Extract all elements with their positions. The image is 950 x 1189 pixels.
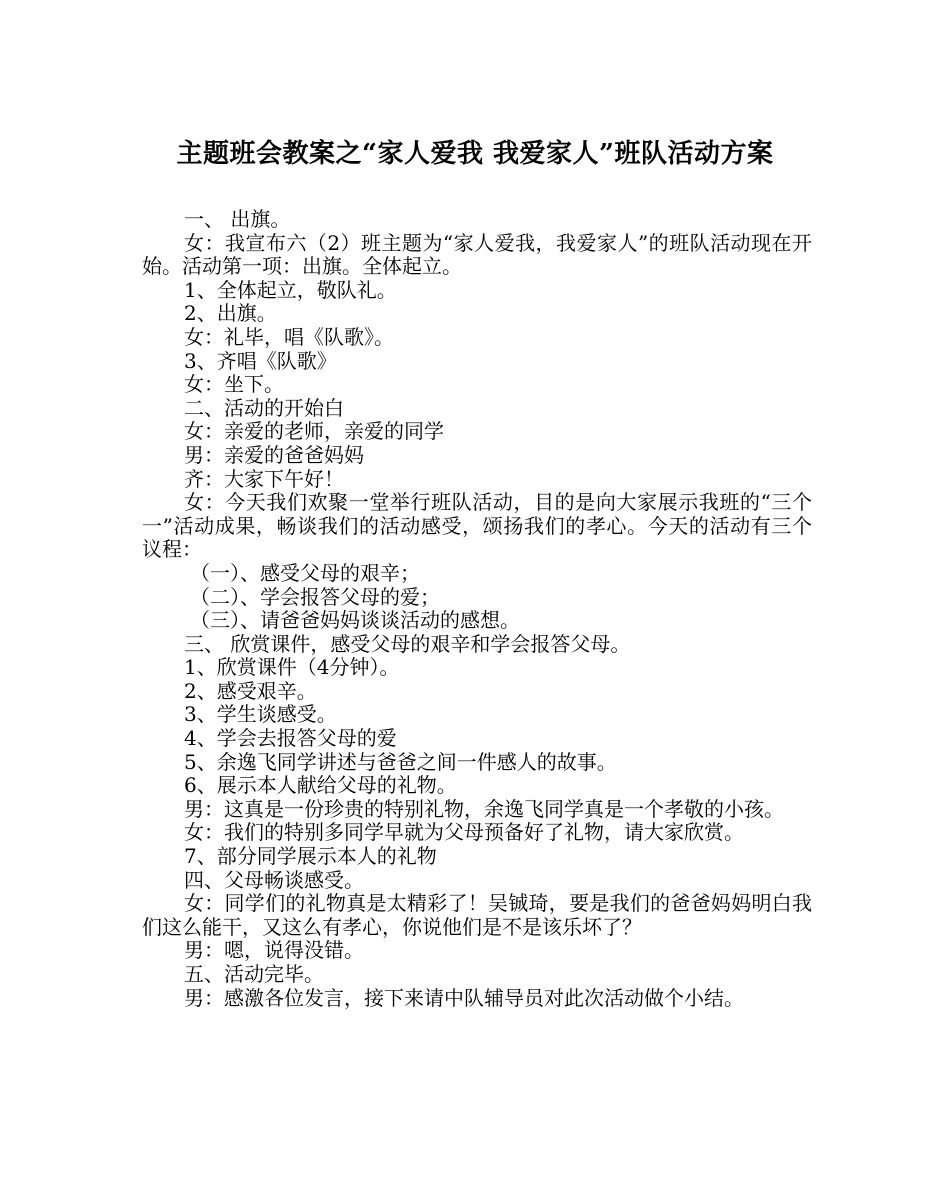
document-body bbox=[142, 208, 812, 1010]
paragraph: 二、活动的开始白 bbox=[184, 395, 344, 420]
paragraph: 齐：大家下午好！ bbox=[184, 466, 344, 491]
paragraph: 男：感激各位发言，接下来请中队辅导员对此次活动做个小结。 bbox=[184, 985, 744, 1010]
paragraph: 五、活动完毕。 bbox=[184, 962, 324, 986]
paragraph: 女：坐下。 bbox=[184, 372, 284, 397]
paragraph: 一、 出旗。 bbox=[184, 207, 291, 231]
paragraph: （一）、感受父母的艰辛； bbox=[190, 560, 420, 585]
paragraph: 6、展示本人献给父母的礼物。 bbox=[184, 773, 457, 798]
paragraph: 4、学会去报答父母的爱 bbox=[184, 726, 397, 751]
paragraph: 2、出旗。 bbox=[184, 301, 277, 326]
paragraph: （三）、请爸爸妈妈谈谈活动的感想。 bbox=[190, 608, 520, 633]
paragraph: 女：亲爱的老师，亲爱的同学 bbox=[184, 419, 444, 444]
paragraph: 男：这真是一份珍贵的特别礼物，余逸飞同学真是一个孝敬的小孩。 bbox=[184, 796, 784, 821]
paragraph: 2、感受艰辛。 bbox=[184, 678, 317, 703]
paragraph: 四、父母畅谈感受。 bbox=[184, 867, 364, 892]
paragraph: 5、余逸飞同学讲述与爸爸之间一件感人的故事。 bbox=[184, 749, 617, 774]
paragraph: 7、部分同学展示本人的礼物 bbox=[184, 844, 437, 869]
paragraph: 3、齐唱《队歌》 bbox=[184, 348, 337, 373]
paragraph: 男：亲爱的爸爸妈妈 bbox=[184, 442, 364, 467]
paragraph: 男：嗯，说得没错。 bbox=[184, 938, 364, 963]
paragraph: 3、学生谈感受。 bbox=[184, 702, 337, 727]
paragraph: （二）、学会报答父母的爱； bbox=[190, 584, 440, 609]
paragraph: 三、 欣赏课件，感受父母的艰辛和学会报答父母。 bbox=[184, 631, 631, 656]
paragraph: 女：今天我们欢聚一堂举行班队活动，目的是向大家展示我班的“三个一”活动成果，畅谈我们的活动感受，颂扬我们的孝心。今天的活动有三个议程： bbox=[142, 490, 812, 562]
paragraph: 女：礼毕，唱《队歌》。 bbox=[184, 324, 394, 349]
document-title: 主题班会教案之“家人爱我 我爱家人”班队活动方案 bbox=[176, 139, 774, 169]
paragraph: 1、全体起立，敬队礼。 bbox=[184, 277, 397, 302]
paragraph: 女：同学们的礼物真是太精彩了！吴铖琦，要是我们的爸爸妈妈明白我们这么能干，又这么有孝心，你说他们是不是该乐坏了？ bbox=[142, 891, 812, 939]
paragraph: 1、欣赏课件（4分钟）。 bbox=[184, 655, 400, 680]
paragraph: 女：我宣布六（2）班主题为“家人爱我，我爱家人”的班队活动现在开始。活动第一项：出旗。全体起立。 bbox=[142, 230, 812, 279]
paragraph: 女：我们的特别多同学早就为父母预备好了礼物，请大家欣赏。 bbox=[184, 820, 744, 845]
